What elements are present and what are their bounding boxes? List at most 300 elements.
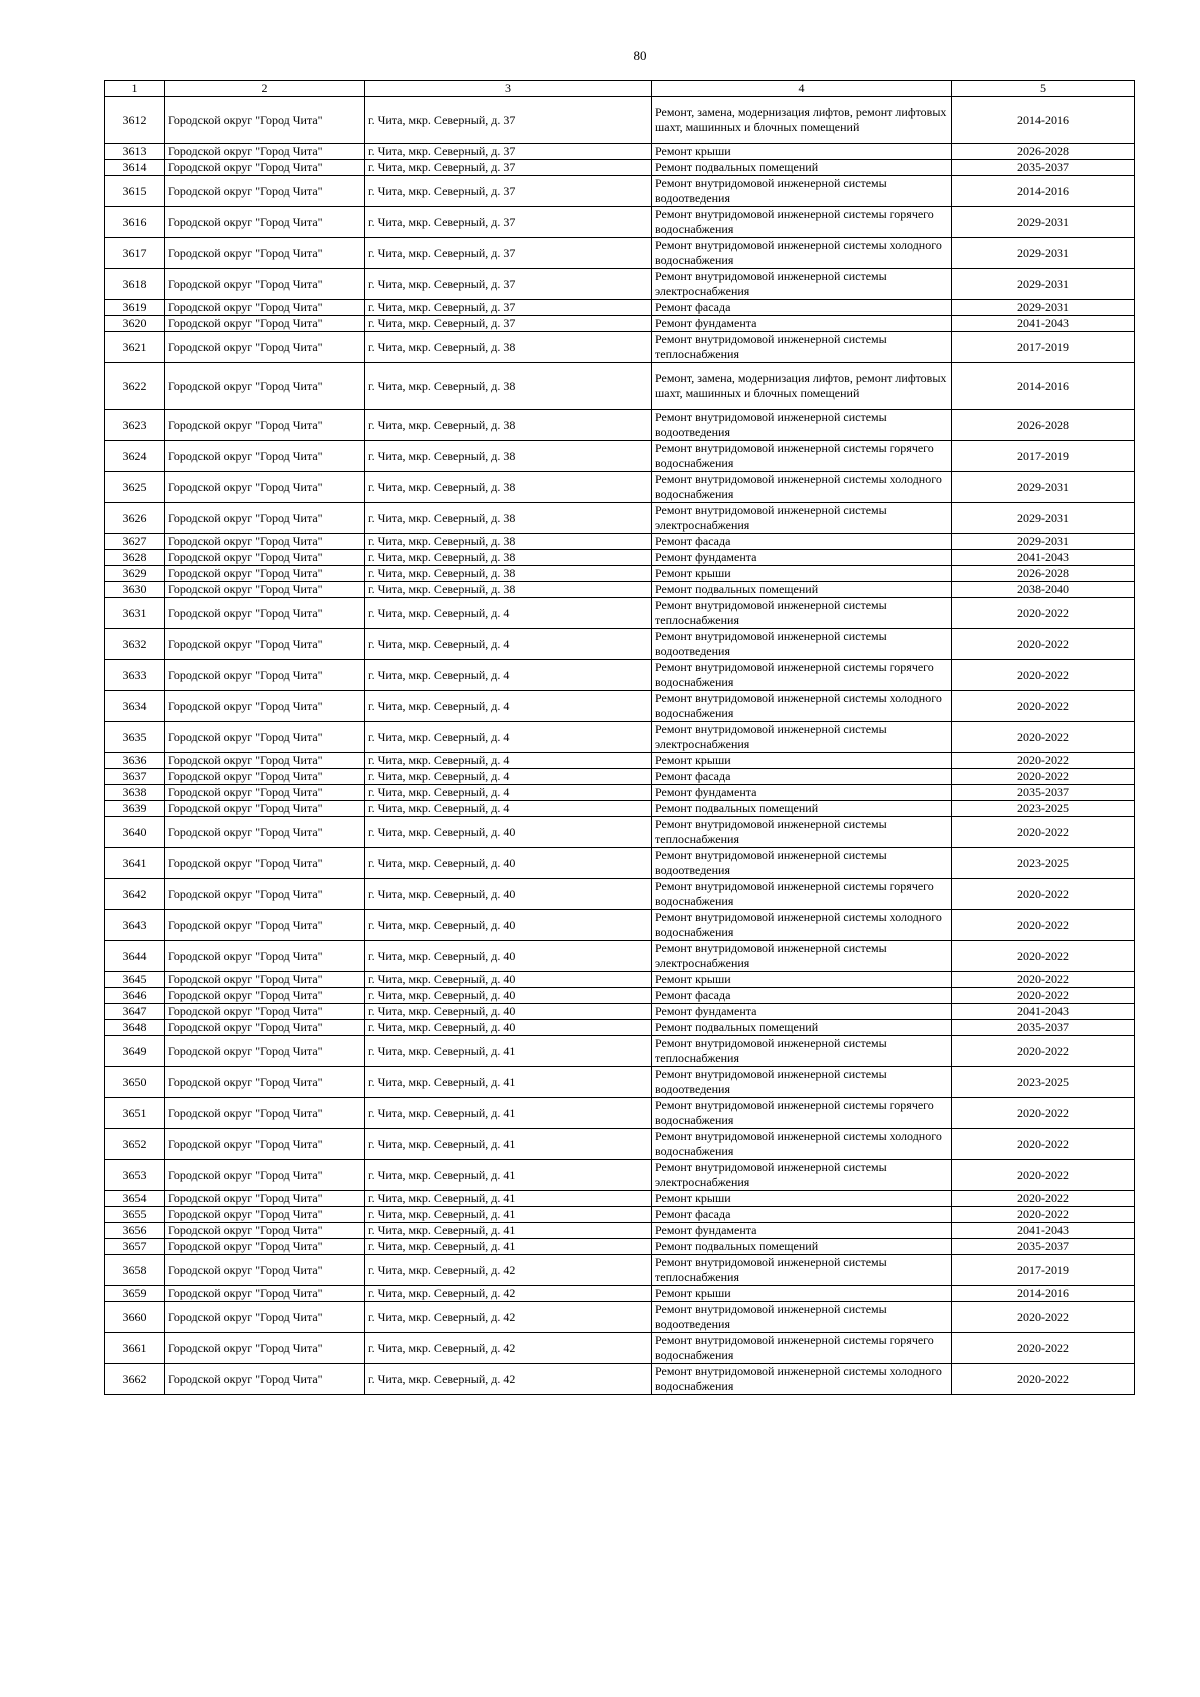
period-cell: 2026-2028	[952, 566, 1135, 582]
municipality-cell: Городской округ "Город Чита"	[165, 316, 365, 332]
municipality-cell: Городской округ "Город Чита"	[165, 472, 365, 503]
address-cell: г. Чита, мкр. Северный, д. 41	[365, 1160, 652, 1191]
work-type-cell: Ремонт внутридомовой инженерной системы горячего водоснабжения	[652, 441, 952, 472]
municipality-cell: Городской округ "Город Чита"	[165, 941, 365, 972]
row-number-cell: 3621	[105, 332, 165, 363]
repair-schedule-table	[104, 80, 1135, 1395]
row-number-cell: 3636	[105, 753, 165, 769]
work-type-cell: Ремонт внутридомовой инженерной системы водоотведения	[652, 848, 952, 879]
work-type-cell: Ремонт внутридомовой инженерной системы электроснабжения	[652, 722, 952, 753]
table-row	[105, 1364, 1135, 1395]
row-number-cell: 3662	[105, 1364, 165, 1395]
row-number-cell: 3619	[105, 300, 165, 316]
work-type-cell: Ремонт фасада	[652, 988, 952, 1004]
municipality-cell: Городской округ "Город Чита"	[165, 1067, 365, 1098]
address-cell: г. Чита, мкр. Северный, д. 4	[365, 769, 652, 785]
row-number-cell: 3633	[105, 660, 165, 691]
address-cell: г. Чита, мкр. Северный, д. 41	[365, 1129, 652, 1160]
table-row	[105, 207, 1135, 238]
municipality-cell: Городской округ "Город Чита"	[165, 534, 365, 550]
work-type-cell: Ремонт подвальных помещений	[652, 1020, 952, 1036]
table-row	[105, 722, 1135, 753]
work-type-cell: Ремонт внутридомовой инженерной системы водоотведения	[652, 1302, 952, 1333]
table-body	[105, 97, 1135, 1395]
work-type-cell: Ремонт внутридомовой инженерной системы электроснабжения	[652, 269, 952, 300]
municipality-cell: Городской округ "Город Чита"	[165, 848, 365, 879]
municipality-cell: Городской округ "Город Чита"	[165, 1302, 365, 1333]
work-type-cell: Ремонт внутридомовой инженерной системы холодного водоснабжения	[652, 691, 952, 722]
work-type-cell: Ремонт внутридомовой инженерной системы горячего водоснабжения	[652, 1333, 952, 1364]
address-cell: г. Чита, мкр. Северный, д. 38	[365, 332, 652, 363]
address-cell: г. Чита, мкр. Северный, д. 42	[365, 1286, 652, 1302]
work-type-cell: Ремонт, замена, модернизация лифтов, ремонт лифтовых шахт, машинных и блочных помещений	[652, 363, 952, 410]
table-row	[105, 332, 1135, 363]
period-cell: 2020-2022	[952, 769, 1135, 785]
period-cell: 2020-2022	[952, 1364, 1135, 1395]
municipality-cell: Городской округ "Город Чита"	[165, 1020, 365, 1036]
row-number-cell: 3660	[105, 1302, 165, 1333]
period-cell: 2023-2025	[952, 801, 1135, 817]
address-cell: г. Чита, мкр. Северный, д. 4	[365, 722, 652, 753]
address-cell: г. Чита, мкр. Северный, д. 41	[365, 1098, 652, 1129]
period-cell: 2023-2025	[952, 1067, 1135, 1098]
municipality-cell: Городской округ "Город Чита"	[165, 238, 365, 269]
row-number-cell: 3631	[105, 598, 165, 629]
municipality-cell: Городской округ "Город Чита"	[165, 1129, 365, 1160]
period-cell: 2029-2031	[952, 269, 1135, 300]
row-number-cell: 3650	[105, 1067, 165, 1098]
period-cell: 2020-2022	[952, 817, 1135, 848]
work-type-cell: Ремонт внутридомовой инженерной системы электроснабжения	[652, 1160, 952, 1191]
column-number: 3	[365, 81, 652, 97]
address-cell: г. Чита, мкр. Северный, д. 4	[365, 801, 652, 817]
municipality-cell: Городской округ "Город Чита"	[165, 1239, 365, 1255]
work-type-cell: Ремонт фасада	[652, 769, 952, 785]
table-row	[105, 660, 1135, 691]
row-number-cell: 3630	[105, 582, 165, 598]
table-row	[105, 1004, 1135, 1020]
row-number-cell: 3637	[105, 769, 165, 785]
table-row	[105, 144, 1135, 160]
period-cell: 2029-2031	[952, 534, 1135, 550]
municipality-cell: Городской округ "Город Чита"	[165, 363, 365, 410]
row-number-cell: 3645	[105, 972, 165, 988]
municipality-cell: Городской округ "Город Чита"	[165, 879, 365, 910]
municipality-cell: Городской округ "Город Чита"	[165, 988, 365, 1004]
row-number-cell: 3622	[105, 363, 165, 410]
row-number-cell: 3616	[105, 207, 165, 238]
period-cell: 2014-2016	[952, 363, 1135, 410]
row-number-cell: 3647	[105, 1004, 165, 1020]
table-row	[105, 691, 1135, 722]
work-type-cell: Ремонт внутридомовой инженерной системы холодного водоснабжения	[652, 1364, 952, 1395]
period-cell: 2038-2040	[952, 582, 1135, 598]
work-type-cell: Ремонт внутридомовой инженерной системы холодного водоснабжения	[652, 910, 952, 941]
table-row	[105, 1098, 1135, 1129]
municipality-cell: Городской округ "Город Чита"	[165, 1364, 365, 1395]
address-cell: г. Чита, мкр. Северный, д. 38	[365, 472, 652, 503]
address-cell: г. Чита, мкр. Северный, д. 40	[365, 910, 652, 941]
address-cell: г. Чита, мкр. Северный, д. 38	[365, 441, 652, 472]
address-cell: г. Чита, мкр. Северный, д. 37	[365, 97, 652, 144]
work-type-cell: Ремонт внутридомовой инженерной системы горячего водоснабжения	[652, 207, 952, 238]
municipality-cell: Городской округ "Город Чита"	[165, 97, 365, 144]
row-number-cell: 3613	[105, 144, 165, 160]
table-row	[105, 566, 1135, 582]
municipality-cell: Городской округ "Город Чита"	[165, 769, 365, 785]
period-cell: 2035-2037	[952, 1239, 1135, 1255]
table-row	[105, 503, 1135, 534]
row-number-cell: 3642	[105, 879, 165, 910]
table-row	[105, 801, 1135, 817]
work-type-cell: Ремонт фундамента	[652, 1004, 952, 1020]
row-number-cell: 3661	[105, 1333, 165, 1364]
row-number-cell: 3624	[105, 441, 165, 472]
row-number-cell: 3614	[105, 160, 165, 176]
row-number-cell: 3644	[105, 941, 165, 972]
period-cell: 2035-2037	[952, 160, 1135, 176]
row-number-cell: 3641	[105, 848, 165, 879]
period-cell: 2029-2031	[952, 503, 1135, 534]
address-cell: г. Чита, мкр. Северный, д. 4	[365, 598, 652, 629]
municipality-cell: Городской округ "Город Чита"	[165, 441, 365, 472]
period-cell: 2014-2016	[952, 176, 1135, 207]
row-number-cell: 3651	[105, 1098, 165, 1129]
row-number-cell: 3634	[105, 691, 165, 722]
municipality-cell: Городской округ "Город Чита"	[165, 550, 365, 566]
table-row	[105, 941, 1135, 972]
work-type-cell: Ремонт внутридомовой инженерной системы горячего водоснабжения	[652, 660, 952, 691]
municipality-cell: Городской округ "Город Чита"	[165, 207, 365, 238]
address-cell: г. Чита, мкр. Северный, д. 40	[365, 1004, 652, 1020]
period-cell: 2041-2043	[952, 550, 1135, 566]
municipality-cell: Городской округ "Город Чита"	[165, 1255, 365, 1286]
municipality-cell: Городской округ "Город Чита"	[165, 598, 365, 629]
row-number-cell: 3627	[105, 534, 165, 550]
municipality-cell: Городской округ "Город Чита"	[165, 1036, 365, 1067]
table-row	[105, 598, 1135, 629]
work-type-cell: Ремонт внутридомовой инженерной системы теплоснабжения	[652, 332, 952, 363]
row-number-cell: 3654	[105, 1191, 165, 1207]
address-cell: г. Чита, мкр. Северный, д. 40	[365, 988, 652, 1004]
table-row	[105, 269, 1135, 300]
address-cell: г. Чита, мкр. Северный, д. 4	[365, 691, 652, 722]
work-type-cell: Ремонт подвальных помещений	[652, 160, 952, 176]
row-number-cell: 3657	[105, 1239, 165, 1255]
row-number-cell: 3646	[105, 988, 165, 1004]
row-number-cell: 3625	[105, 472, 165, 503]
address-cell: г. Чита, мкр. Северный, д. 37	[365, 144, 652, 160]
address-cell: г. Чита, мкр. Северный, д. 41	[365, 1239, 652, 1255]
work-type-cell: Ремонт внутридомовой инженерной системы электроснабжения	[652, 503, 952, 534]
work-type-cell: Ремонт фундамента	[652, 550, 952, 566]
address-cell: г. Чита, мкр. Северный, д. 42	[365, 1364, 652, 1395]
period-cell: 2020-2022	[952, 660, 1135, 691]
municipality-cell: Городской округ "Город Чита"	[165, 910, 365, 941]
period-cell: 2041-2043	[952, 1004, 1135, 1020]
address-cell: г. Чита, мкр. Северный, д. 41	[365, 1223, 652, 1239]
municipality-cell: Городской округ "Город Чита"	[165, 629, 365, 660]
municipality-cell: Городской округ "Город Чита"	[165, 691, 365, 722]
municipality-cell: Городской округ "Город Чита"	[165, 160, 365, 176]
period-cell: 2020-2022	[952, 753, 1135, 769]
period-cell: 2020-2022	[952, 941, 1135, 972]
period-cell: 2020-2022	[952, 1160, 1135, 1191]
address-cell: г. Чита, мкр. Северный, д. 40	[365, 848, 652, 879]
work-type-cell: Ремонт внутридомовой инженерной системы теплоснабжения	[652, 1255, 952, 1286]
table-row	[105, 1191, 1135, 1207]
period-cell: 2029-2031	[952, 472, 1135, 503]
table-row	[105, 550, 1135, 566]
work-type-cell: Ремонт внутридомовой инженерной системы электроснабжения	[652, 941, 952, 972]
address-cell: г. Чита, мкр. Северный, д. 42	[365, 1333, 652, 1364]
period-cell: 2029-2031	[952, 207, 1135, 238]
work-type-cell: Ремонт фундамента	[652, 316, 952, 332]
column-number: 5	[952, 81, 1135, 97]
table-row	[105, 1036, 1135, 1067]
address-cell: г. Чита, мкр. Северный, д. 4	[365, 629, 652, 660]
table-row	[105, 176, 1135, 207]
column-number: 1	[105, 81, 165, 97]
period-cell: 2041-2043	[952, 1223, 1135, 1239]
row-number-cell: 3643	[105, 910, 165, 941]
address-cell: г. Чита, мкр. Северный, д. 37	[365, 316, 652, 332]
period-cell: 2017-2019	[952, 1255, 1135, 1286]
work-type-cell: Ремонт крыши	[652, 1191, 952, 1207]
municipality-cell: Городской округ "Город Чита"	[165, 1191, 365, 1207]
table-row	[105, 1333, 1135, 1364]
municipality-cell: Городской округ "Город Чита"	[165, 722, 365, 753]
address-cell: г. Чита, мкр. Северный, д. 38	[365, 566, 652, 582]
period-cell: 2017-2019	[952, 332, 1135, 363]
work-type-cell: Ремонт фундамента	[652, 1223, 952, 1239]
address-cell: г. Чита, мкр. Северный, д. 4	[365, 660, 652, 691]
period-cell: 2020-2022	[952, 1191, 1135, 1207]
municipality-cell: Городской округ "Город Чита"	[165, 582, 365, 598]
period-cell: 2020-2022	[952, 1036, 1135, 1067]
address-cell: г. Чита, мкр. Северный, д. 40	[365, 972, 652, 988]
period-cell: 2017-2019	[952, 441, 1135, 472]
period-cell: 2026-2028	[952, 144, 1135, 160]
table-row	[105, 534, 1135, 550]
table-row	[105, 848, 1135, 879]
period-cell: 2020-2022	[952, 988, 1135, 1004]
row-number-cell: 3629	[105, 566, 165, 582]
address-cell: г. Чита, мкр. Северный, д. 38	[365, 534, 652, 550]
municipality-cell: Городской округ "Город Чита"	[165, 1286, 365, 1302]
work-type-cell: Ремонт, замена, модернизация лифтов, ремонт лифтовых шахт, машинных и блочных помещений	[652, 97, 952, 144]
period-cell: 2020-2022	[952, 722, 1135, 753]
table-row	[105, 1223, 1135, 1239]
municipality-cell: Городской округ "Город Чита"	[165, 1223, 365, 1239]
work-type-cell: Ремонт внутридомовой инженерной системы холодного водоснабжения	[652, 472, 952, 503]
row-number-cell: 3639	[105, 801, 165, 817]
row-number-cell: 3626	[105, 503, 165, 534]
work-type-cell: Ремонт фасада	[652, 534, 952, 550]
table-row	[105, 769, 1135, 785]
table-row	[105, 300, 1135, 316]
row-number-cell: 3617	[105, 238, 165, 269]
work-type-cell: Ремонт фасада	[652, 300, 952, 316]
address-cell: г. Чита, мкр. Северный, д. 41	[365, 1067, 652, 1098]
address-cell: г. Чита, мкр. Северный, д. 37	[365, 207, 652, 238]
municipality-cell: Городской округ "Город Чита"	[165, 503, 365, 534]
work-type-cell: Ремонт подвальных помещений	[652, 582, 952, 598]
work-type-cell: Ремонт внутридомовой инженерной системы холодного водоснабжения	[652, 1129, 952, 1160]
work-type-cell: Ремонт внутридомовой инженерной системы холодного водоснабжения	[652, 238, 952, 269]
period-cell: 2020-2022	[952, 598, 1135, 629]
table-row	[105, 160, 1135, 176]
row-number-cell: 3658	[105, 1255, 165, 1286]
address-cell: г. Чита, мкр. Северный, д. 41	[365, 1191, 652, 1207]
municipality-cell: Городской округ "Город Чита"	[165, 1333, 365, 1364]
address-cell: г. Чита, мкр. Северный, д. 37	[365, 300, 652, 316]
table-row	[105, 472, 1135, 503]
period-cell: 2020-2022	[952, 879, 1135, 910]
work-type-cell: Ремонт внутридомовой инженерной системы горячего водоснабжения	[652, 879, 952, 910]
work-type-cell: Ремонт подвальных помещений	[652, 1239, 952, 1255]
work-type-cell: Ремонт крыши	[652, 753, 952, 769]
row-number-cell: 3628	[105, 550, 165, 566]
work-type-cell: Ремонт внутридомовой инженерной системы водоотведения	[652, 1067, 952, 1098]
work-type-cell: Ремонт внутридомовой инженерной системы водоотведения	[652, 629, 952, 660]
row-number-cell: 3623	[105, 410, 165, 441]
period-cell: 2020-2022	[952, 1098, 1135, 1129]
address-cell: г. Чита, мкр. Северный, д. 38	[365, 582, 652, 598]
table-row	[105, 988, 1135, 1004]
address-cell: г. Чита, мкр. Северный, д. 38	[365, 363, 652, 410]
municipality-cell: Городской округ "Город Чита"	[165, 410, 365, 441]
work-type-cell: Ремонт фундамента	[652, 785, 952, 801]
municipality-cell: Городской округ "Город Чита"	[165, 817, 365, 848]
table-row	[105, 582, 1135, 598]
period-cell: 2020-2022	[952, 691, 1135, 722]
address-cell: г. Чита, мкр. Северный, д. 4	[365, 753, 652, 769]
table-row	[105, 363, 1135, 410]
address-cell: г. Чита, мкр. Северный, д. 37	[365, 269, 652, 300]
row-number-cell: 3632	[105, 629, 165, 660]
table-row	[105, 1207, 1135, 1223]
column-number: 2	[165, 81, 365, 97]
row-number-cell: 3659	[105, 1286, 165, 1302]
table-row	[105, 629, 1135, 660]
table-row	[105, 753, 1135, 769]
address-cell: г. Чита, мкр. Северный, д. 40	[365, 879, 652, 910]
work-type-cell: Ремонт крыши	[652, 972, 952, 988]
municipality-cell: Городской округ "Город Чита"	[165, 144, 365, 160]
work-type-cell: Ремонт крыши	[652, 566, 952, 582]
table-row	[105, 1129, 1135, 1160]
table-row	[105, 441, 1135, 472]
municipality-cell: Городской округ "Город Чита"	[165, 300, 365, 316]
period-cell: 2020-2022	[952, 629, 1135, 660]
municipality-cell: Городской округ "Город Чита"	[165, 566, 365, 582]
municipality-cell: Городской округ "Город Чита"	[165, 1207, 365, 1223]
row-number-cell: 3612	[105, 97, 165, 144]
work-type-cell: Ремонт внутридомовой инженерной системы теплоснабжения	[652, 817, 952, 848]
period-cell: 2026-2028	[952, 410, 1135, 441]
period-cell: 2014-2016	[952, 1286, 1135, 1302]
municipality-cell: Городской округ "Город Чита"	[165, 972, 365, 988]
address-cell: г. Чита, мкр. Северный, д. 38	[365, 410, 652, 441]
work-type-cell: Ремонт внутридомовой инженерной системы теплоснабжения	[652, 598, 952, 629]
period-cell: 2041-2043	[952, 316, 1135, 332]
row-number-cell: 3618	[105, 269, 165, 300]
period-cell: 2035-2037	[952, 785, 1135, 801]
table-row	[105, 1255, 1135, 1286]
page-number: 80	[633, 48, 647, 63]
municipality-cell: Городской округ "Город Чита"	[165, 1160, 365, 1191]
work-type-cell: Ремонт подвальных помещений	[652, 801, 952, 817]
row-number-cell: 3655	[105, 1207, 165, 1223]
municipality-cell: Городской округ "Город Чита"	[165, 1098, 365, 1129]
address-cell: г. Чита, мкр. Северный, д. 41	[365, 1207, 652, 1223]
table-row	[105, 316, 1135, 332]
table-row	[105, 910, 1135, 941]
row-number-cell: 3652	[105, 1129, 165, 1160]
table-row	[105, 972, 1135, 988]
table-row	[105, 1067, 1135, 1098]
work-type-cell: Ремонт внутридомовой инженерной системы водоотведения	[652, 410, 952, 441]
table-row	[105, 410, 1135, 441]
address-cell: г. Чита, мкр. Северный, д. 42	[365, 1255, 652, 1286]
work-type-cell: Ремонт внутридомовой инженерной системы водоотведения	[652, 176, 952, 207]
work-type-cell: Ремонт внутридомовой инженерной системы горячего водоснабжения	[652, 1098, 952, 1129]
table-row	[105, 879, 1135, 910]
work-type-cell: Ремонт фасада	[652, 1207, 952, 1223]
municipality-cell: Городской округ "Город Чита"	[165, 801, 365, 817]
row-number-cell: 3638	[105, 785, 165, 801]
table-row	[105, 785, 1135, 801]
period-cell: 2035-2037	[952, 1020, 1135, 1036]
row-number-cell: 3620	[105, 316, 165, 332]
row-number-cell: 3648	[105, 1020, 165, 1036]
address-cell: г. Чита, мкр. Северный, д. 37	[365, 176, 652, 207]
row-number-cell: 3640	[105, 817, 165, 848]
row-number-cell: 3656	[105, 1223, 165, 1239]
period-cell: 2014-2016	[952, 97, 1135, 144]
work-type-cell: Ремонт крыши	[652, 1286, 952, 1302]
period-cell: 2029-2031	[952, 300, 1135, 316]
municipality-cell: Городской округ "Город Чита"	[165, 660, 365, 691]
table-row	[105, 238, 1135, 269]
period-cell: 2020-2022	[952, 1302, 1135, 1333]
table-row	[105, 97, 1135, 144]
period-cell: 2029-2031	[952, 238, 1135, 269]
table-row	[105, 1239, 1135, 1255]
address-cell: г. Чита, мкр. Северный, д. 38	[365, 550, 652, 566]
period-cell: 2023-2025	[952, 848, 1135, 879]
work-type-cell: Ремонт внутридомовой инженерной системы теплоснабжения	[652, 1036, 952, 1067]
period-cell: 2020-2022	[952, 910, 1135, 941]
row-number-cell: 3653	[105, 1160, 165, 1191]
period-cell: 2020-2022	[952, 1333, 1135, 1364]
address-cell: г. Чита, мкр. Северный, д. 38	[365, 503, 652, 534]
table-row	[105, 1020, 1135, 1036]
municipality-cell: Городской округ "Город Чита"	[165, 753, 365, 769]
municipality-cell: Городской округ "Город Чита"	[165, 269, 365, 300]
row-number-cell: 3649	[105, 1036, 165, 1067]
row-number-cell: 3635	[105, 722, 165, 753]
table-row	[105, 817, 1135, 848]
row-number-cell: 3615	[105, 176, 165, 207]
column-number-row	[105, 81, 1135, 97]
column-number: 4	[652, 81, 952, 97]
table-row	[105, 1160, 1135, 1191]
address-cell: г. Чита, мкр. Северный, д. 37	[365, 160, 652, 176]
address-cell: г. Чита, мкр. Северный, д. 40	[365, 941, 652, 972]
period-cell: 2020-2022	[952, 1207, 1135, 1223]
